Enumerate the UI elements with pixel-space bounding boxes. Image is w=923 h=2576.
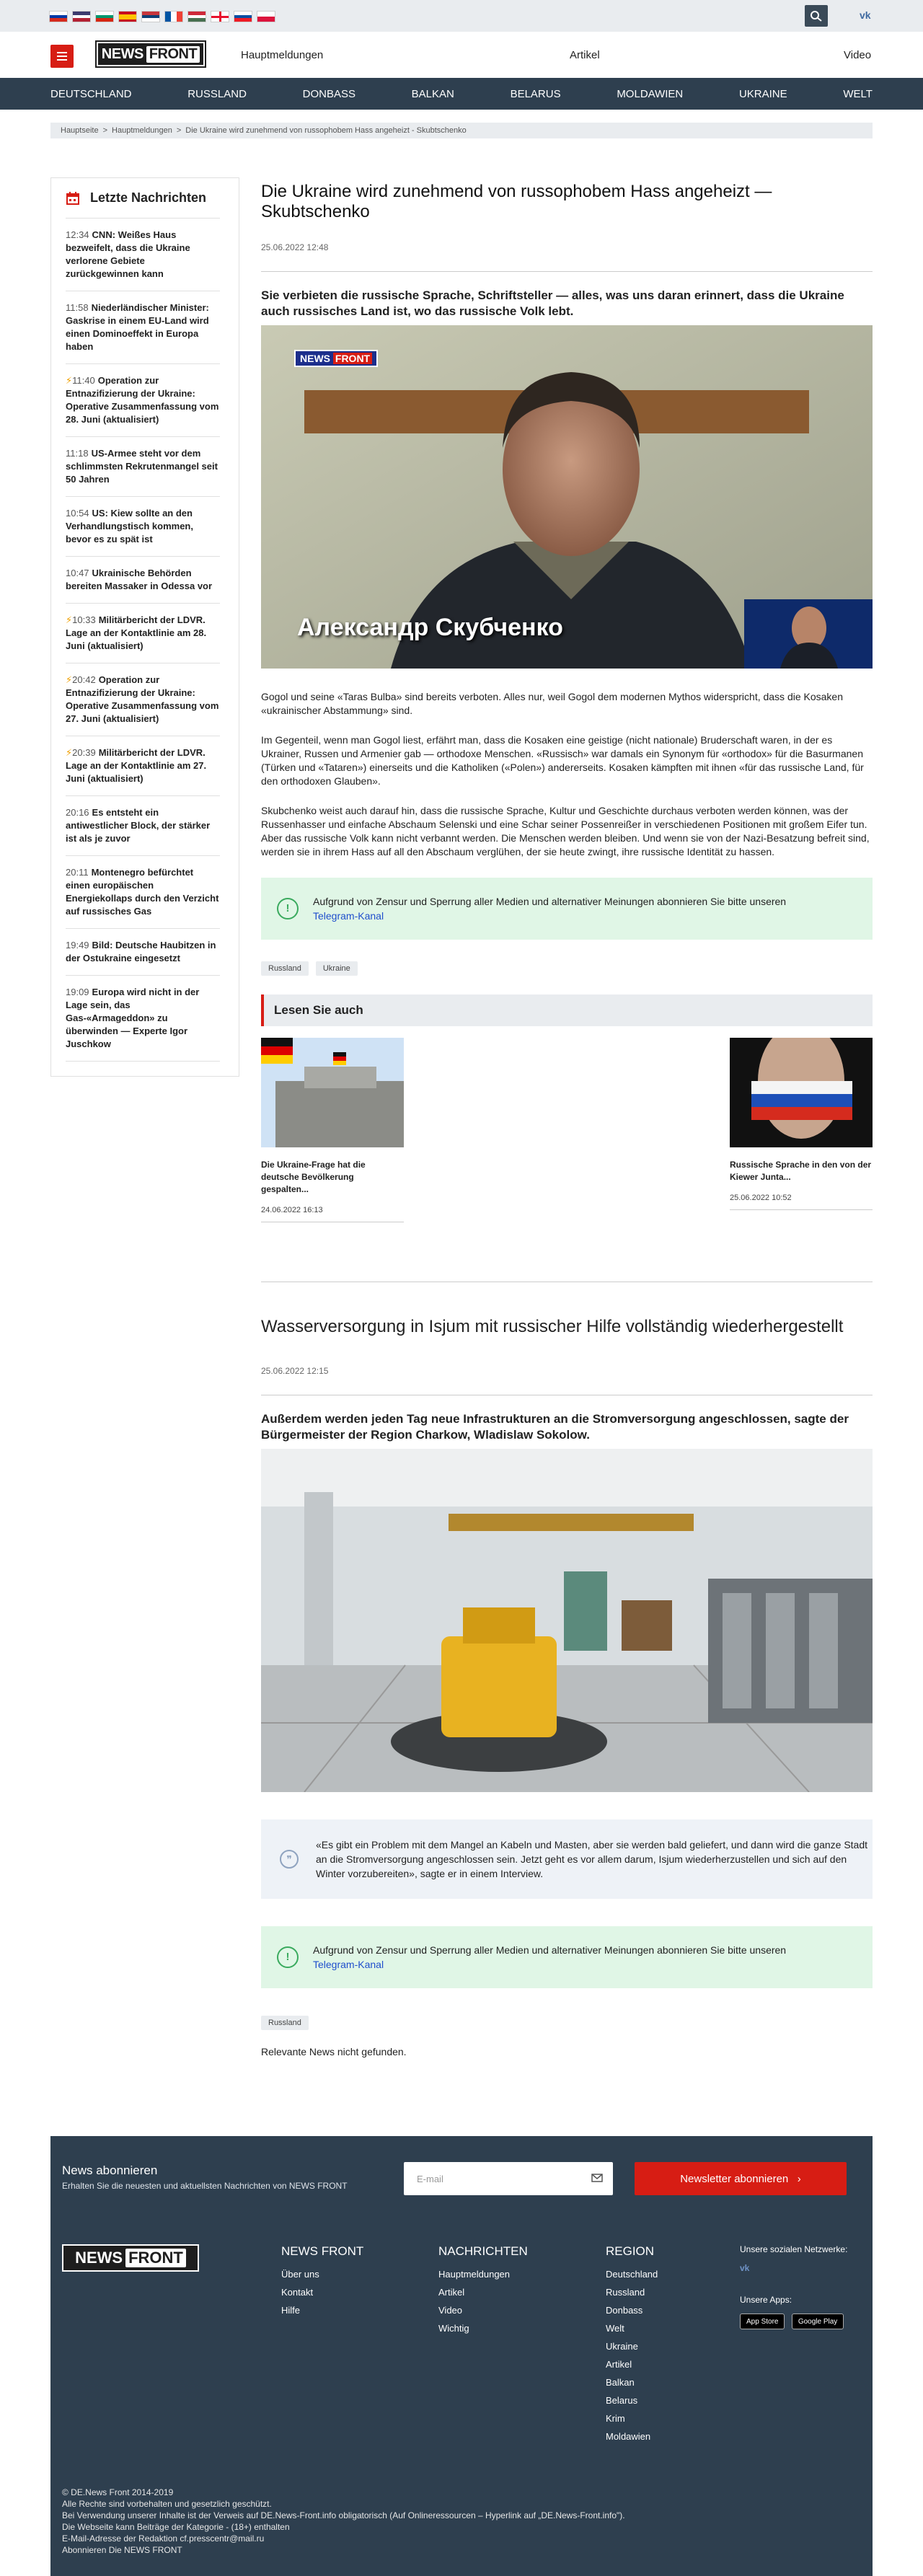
language-bar — [0, 0, 923, 32]
related-none: Relevante News nicht gefunden. — [261, 2046, 407, 2057]
breadcrumb-home[interactable]: Hauptseite — [61, 126, 99, 135]
telegram-link[interactable]: Telegram-Kanal — [313, 910, 384, 922]
news-time: 10:47 — [66, 568, 89, 578]
news-time: 12:34 — [66, 229, 89, 240]
article-paragraph: Im Gegenteil, wenn man Gogol liest, erfährt man, dass die Kosaken eine geistige (nicht nationale) Bruderschaft waren, in der es Ukrainer, Russen und Armenier gab — orthodoxe Menschen. «Russisch» war damals ein Synonym für «orthodox» für die Basurmanen (Türken und «Tataren») einerseits und die Katholiken («Polen») andererseits. Kosaken kämpften mit ihnen «für das russische Land, für den orthodoxen Glauben». — [261, 734, 864, 787]
copyright-line: © DE.News Front 2014-2019 — [62, 2487, 174, 2497]
sidebar-news-item[interactable] — [66, 856, 220, 929]
copyright-line: Bei Verwendung unserer Inhalte ist der Verweis auf DE.News-Front.info obligatorisch (Auf Onlineressourcen – Hyperlink auf „DE.News-Front.info"). — [62, 2510, 625, 2520]
site-logo[interactable]: NEWS FRONT — [97, 42, 205, 66]
flag-fr[interactable] — [164, 11, 183, 22]
tag-russland[interactable]: Russland — [261, 2016, 309, 2030]
sidebar-news-item[interactable] — [66, 364, 220, 437]
news-time: 11:18 — [66, 448, 89, 459]
news-front-badge: NEWS FRONT — [294, 350, 378, 367]
flag-ge[interactable] — [211, 11, 229, 22]
news-title[interactable]: US-Armee steht vor dem schlimmsten Rekrutenmangel seit 50 Jahren — [66, 448, 218, 485]
footer-col-region: REGION Deutschland Russland Donbass Welt Ukraine Artikel Balkan Belarus Krim Moldawien — [606, 2244, 658, 2442]
news-title[interactable]: Operation zur Entnazifizierung der Ukraine: Operative Zusammenfassung vom 27. Juni (aktualisiert) — [66, 674, 219, 724]
article2-tags — [261, 2016, 873, 2030]
copyright-line: Die Webseite kann Beiträge der Kategorie - (18+) enthalten — [62, 2522, 290, 2532]
info-icon: ! — [277, 1946, 299, 1968]
language-flags — [49, 11, 275, 22]
sidebar-news-item[interactable] — [66, 929, 220, 976]
read-also-heading: Lesen Sie auch — [261, 994, 873, 1026]
hero-caption: Александр Скубченко — [297, 614, 563, 641]
nav-belarus[interactable]: BELARUS — [510, 87, 561, 100]
googleplay-badge[interactable]: Google Play — [792, 2313, 844, 2329]
news-title[interactable]: Militärbericht der LDVR. Lage an der Kontaktlinie am 28. Juni (aktualisiert) — [66, 614, 207, 651]
latest-news-sidebar — [50, 177, 239, 1077]
news-title[interactable]: Operation zur Entnazifizierung der Ukraine: Operative Zusammenfassung vom 28. Juni (aktualisiert) — [66, 375, 219, 425]
news-time: 20:39 — [72, 747, 96, 758]
related-card[interactable] — [730, 1038, 873, 1210]
news-title[interactable]: Ukrainische Behörden bereiten Massaker in Odessa vor — [66, 568, 213, 591]
nav-hauptmeldungen[interactable]: Hauptmeldungen — [241, 49, 324, 61]
sidebar-news-item[interactable] — [66, 663, 220, 736]
news-time: 11:40 — [72, 375, 95, 386]
main-content — [261, 177, 873, 2057]
footer-link[interactable]: Kontakt — [281, 2287, 314, 2298]
appstore-badge[interactable]: App Store — [740, 2313, 785, 2329]
footer-logo[interactable]: NEWS FRONT — [62, 2244, 199, 2272]
article-hero-image — [261, 325, 873, 669]
lightning-icon: ⚡ — [66, 375, 73, 386]
footer-link[interactable]: Artikel — [606, 2359, 632, 2370]
footer-link[interactable]: Video — [438, 2305, 463, 2316]
footer-col-nachrichten: NACHRICHTEN Hauptmeldungen Artikel Video Wichtig — [438, 2244, 528, 2334]
nav-welt[interactable]: WELT — [843, 87, 873, 100]
news-title[interactable]: Bild: Deutsche Haubitzen in der Ostukraine eingesetzt — [66, 940, 216, 963]
nav-artikel[interactable]: Artikel — [570, 49, 600, 61]
news-title[interactable]: Europa wird nicht in der Lage sein, das Gas-«Armageddon» zu überwinden — Experte Igor Juschkow — [66, 987, 200, 1049]
footer-link[interactable]: Donbass — [606, 2305, 643, 2316]
related-card[interactable] — [261, 1038, 404, 1222]
chevron-right-icon: › — [797, 2172, 801, 2185]
news-title[interactable]: CNN: Weißes Haus bezweifelt, dass die Ukraine verlorene Gebiete zurückgewinnen kann — [66, 229, 190, 279]
related-cards — [261, 1038, 873, 1240]
flag-us[interactable] — [72, 11, 91, 22]
news-time: 11:58 — [66, 302, 89, 313]
news-time: 20:42 — [72, 674, 96, 685]
sidebar-news-item[interactable] — [66, 557, 220, 604]
sidebar-news-item[interactable] — [66, 736, 220, 796]
footer-link[interactable]: Hilfe — [281, 2305, 301, 2316]
related-card-image[interactable] — [730, 1038, 873, 1147]
related-card-date: 25.06.2022 10:52 — [730, 1194, 873, 1210]
footer-link[interactable]: Belarus — [606, 2395, 638, 2406]
sidebar-news-item[interactable] — [66, 976, 220, 1062]
flag-pl[interactable] — [257, 11, 275, 22]
mail-icon — [591, 2174, 603, 2182]
copyright-line: Abonnieren Die NEWS FRONT — [62, 2545, 182, 2555]
site-header — [0, 32, 923, 78]
news-time: 20:11 — [66, 867, 89, 878]
sidebar-news-item[interactable] — [66, 604, 220, 663]
search-button[interactable] — [805, 5, 828, 27]
news-time: 19:49 — [66, 940, 89, 950]
article2-lead: Außerdem werden jeden Tag neue Infrastrukturen an die Stromversorgung angeschlossen, sagte der Bürgermeister der Region Charkow, Wladislaw Sokolow. — [261, 1412, 849, 1442]
copyright-line: Alle Rechte sind vorbehalten und gesetzlich geschützt. — [62, 2499, 272, 2509]
nav-deutschland[interactable]: DEUTSCHLAND — [50, 87, 132, 100]
footer-link[interactable]: Balkan — [606, 2377, 635, 2388]
article-tags — [261, 961, 873, 976]
interview-quote: ❞ «Es gibt ein Problem mit dem Mangel an Kabeln und Masten, aber sie werden bald geliefert, und dann wird die ganze Stadt an die Stromversorgung angeschlossen sein. Jetzt geht es vor allem darum, Isjum wiederherzustellen und sich auf den Winter vorzubereiten», sagte er in einem Interview. — [261, 1819, 873, 1899]
footer-link[interactable]: Russland — [606, 2287, 645, 2298]
flag-es[interactable] — [118, 11, 137, 22]
breadcrumb: Hauptseite > Hauptmeldungen > Die Ukraine wird zunehmend von russophobem Hass angeheizt - Skubtschenko — [50, 123, 873, 138]
sidebar-news-item[interactable] — [66, 219, 220, 291]
newsletter-box: News abonnieren Erhalten Sie die neuesten und aktuellsten Nachrichten von NEWS FRONT E-mail Newsletter abonnieren › — [50, 2136, 873, 2221]
related-card-title[interactable]: Russische Sprache in den von der Kiewer Junta... — [730, 1160, 872, 1182]
nav-ukraine[interactable]: UKRAINE — [738, 87, 787, 100]
sidebar-news-item[interactable] — [66, 796, 220, 856]
footer-link[interactable]: Über uns — [281, 2269, 319, 2280]
footer-link[interactable]: Moldawien — [606, 2431, 651, 2442]
vk-icon[interactable]: vk — [860, 9, 871, 21]
news-title[interactable]: Es entsteht ein antiwestlicher Block, der stärker ist als je zuvor — [66, 807, 211, 844]
news-title[interactable]: Montenegro befürchtet einen europäischen Energiekollaps durch den Verzicht auf russisches Gas — [66, 867, 219, 917]
related-card-title[interactable]: Die Ukraine-Frage hat die deutsche Bevölkerung gespalten... — [261, 1160, 366, 1194]
sidebar-header: Letzte Nachrichten — [66, 178, 220, 219]
footer-link[interactable]: Wichtig — [438, 2323, 469, 2334]
footer-link[interactable]: Ukraine — [606, 2341, 638, 2352]
copyright-line: E-Mail-Adresse der Redaktion cf.presscentr@mail.ru — [62, 2533, 265, 2544]
lightning-icon: ⚡ — [66, 614, 73, 625]
related-card-date: 24.06.2022 16:13 — [261, 1206, 404, 1222]
tag-russland[interactable]: Russland — [261, 961, 309, 976]
article2-title[interactable]: Wasserversorgung in Isjum mit russischer Hilfe vollständig wiederhergestellt — [261, 1317, 844, 1336]
flag-ru[interactable] — [49, 11, 68, 22]
article-paragraph: Gogol und seine «Taras Bulba» sind bereits verboten. Alles nur, weil Gogol dem modernen Mythos widerspricht, dass die Kosaken «ukrainischer Abstammung» sind. — [261, 691, 844, 716]
flag-rs[interactable] — [141, 11, 160, 22]
site-footer — [50, 2221, 873, 2576]
hamburger-icon — [57, 52, 67, 53]
news-time: 10:33 — [72, 614, 96, 625]
article2-image — [261, 1449, 873, 1792]
telegram-link-2[interactable]: Telegram-Kanal — [313, 1959, 384, 1970]
news-time: 10:54 — [66, 508, 89, 519]
nav-russland[interactable]: RUSSLAND — [187, 87, 247, 100]
lightning-icon: ⚡ — [66, 674, 73, 685]
calendar-icon — [66, 191, 80, 206]
news-time: 19:09 — [66, 987, 89, 997]
telegram-notice: ! Aufgrund von Zensur und Sperrung aller Medien und alternativer Meinungen abonnieren Sie bitte unseren Telegram-Kanal — [261, 878, 873, 940]
footer-col-newsfront: NEWS FRONT Über uns Kontakt Hilfe — [281, 2244, 364, 2316]
article-paragraph: Skubchenko weist auch darauf hin, dass die russische Sprache, Kultur und Geschichte durchaus verboten werden können, was der Russenhasser und einfache Abschaum Selenski und eine Schar seiner Possenreißer in verschiedenen Positionen mit großem Eifer tun. Aber das russische Volk kann nicht verbannt werden. Die Menschen werden bleiben. Und wenn sie von der Nazi-Besatzung befreit sind, werden sie in ihrem Hass auf all den Abschaum verglühen, der sie heute zwingt, ihre russische Identität zu hassen. — [261, 805, 870, 857]
lightning-icon: ⚡ — [66, 747, 73, 758]
news-title[interactable]: US: Kiew sollte an den Verhandlungstisch kommen, bevor es zu spät ist — [66, 508, 193, 544]
copyright — [62, 2487, 625, 2556]
tag-ukraine[interactable]: Ukraine — [316, 961, 358, 976]
search-icon — [810, 10, 823, 22]
article-lead: Sie verbieten die russische Sprache, Schriftsteller — alles, was uns daran erinnert, dass die Ukraine auch russisches Land ist, wo das russische Volk lebt. — [261, 288, 844, 318]
footer-link[interactable]: Krim — [606, 2413, 625, 2424]
email-input[interactable]: E-mail — [404, 2162, 613, 2195]
category-nav — [0, 78, 923, 110]
breadcrumb-current: Die Ukraine wird zunehmend von russophobem Hass angeheizt - Skubtschenko — [185, 126, 467, 135]
related-card-image[interactable] — [261, 1038, 404, 1147]
article-title: Die Ukraine wird zunehmend von russophobem Hass angeheizt — Skubtschenko — [261, 182, 772, 221]
vk-icon[interactable]: vk — [740, 2263, 750, 2273]
sidebar-news-item[interactable] — [66, 437, 220, 497]
nav-video[interactable]: Video — [844, 49, 872, 61]
footer-link[interactable]: Artikel — [438, 2287, 465, 2298]
flag-sk[interactable] — [234, 11, 252, 22]
flag-hu[interactable] — [187, 11, 206, 22]
nav-balkan[interactable]: BALKAN — [411, 87, 454, 100]
news-time: 20:16 — [66, 807, 89, 818]
nav-donbass[interactable]: DONBASS — [302, 87, 355, 100]
menu-button[interactable] — [50, 45, 74, 68]
news-title[interactable]: Niederländischer Minister: Gaskrise in einem EU-Land wird einen Dominoeffekt in Europa haben — [66, 302, 209, 352]
news-title[interactable]: Militärbericht der LDVR. Lage an der Kontaktlinie am 27. Juni (aktualisiert) — [66, 747, 207, 784]
sidebar-news-item[interactable] — [66, 291, 220, 364]
info-icon: ! — [277, 898, 299, 919]
article-date: 25.06.2022 12:48 — [261, 242, 329, 252]
footer-link[interactable]: Hauptmeldungen — [438, 2269, 511, 2280]
quote-icon: ❞ — [280, 1850, 299, 1869]
flag-bg[interactable] — [95, 11, 114, 22]
subscribe-button[interactable]: Newsletter abonnieren › — [635, 2162, 847, 2195]
footer-link[interactable]: Welt — [606, 2323, 624, 2334]
sidebar-news-item[interactable] — [66, 497, 220, 557]
article2-date: 25.06.2022 12:15 — [261, 1366, 329, 1376]
footer-social: Unsere sozialen Netzwerke: vk Unsere Apps: App Store Google Play — [740, 2244, 848, 2337]
footer-link[interactable]: Deutschland — [606, 2269, 658, 2280]
telegram-notice-2: ! Aufgrund von Zensur und Sperrung aller Medien und alternativer Meinungen abonnieren Sie bitte unseren Telegram-Kanal — [261, 1926, 873, 1988]
nav-moldawien[interactable]: MOLDAWIEN — [617, 87, 684, 100]
breadcrumb-section[interactable]: Hauptmeldungen — [112, 126, 172, 135]
